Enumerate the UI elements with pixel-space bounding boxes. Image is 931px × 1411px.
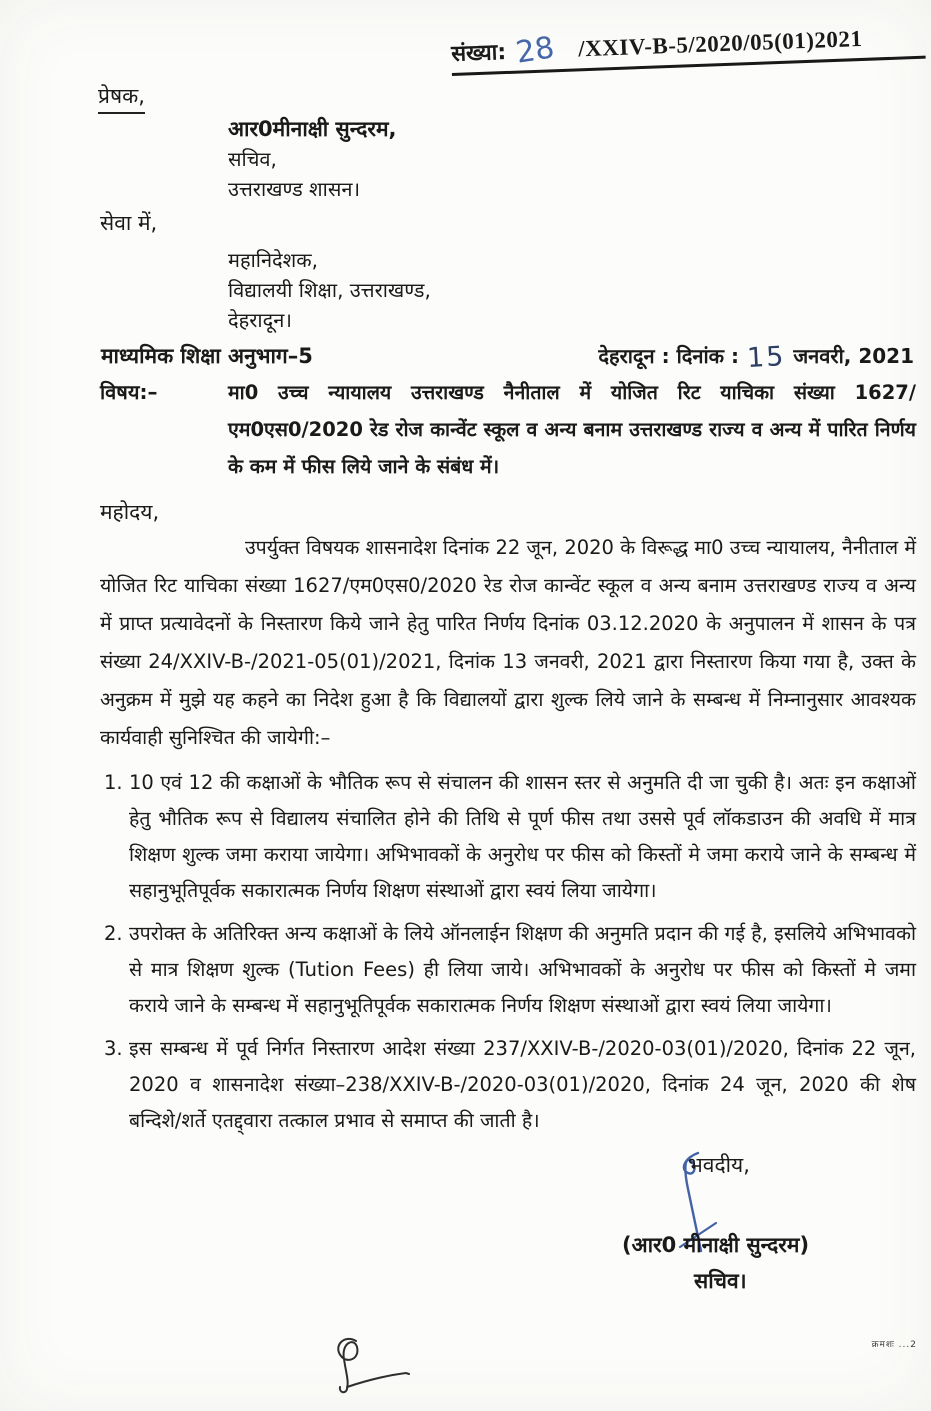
signatory-designation: सचिव। — [694, 1269, 747, 1293]
recipient-address — [228, 245, 431, 335]
list-item-3 — [100, 1031, 916, 1139]
list-item-2-number: 2. — [104, 922, 123, 945]
handwritten-number: 28 — [513, 30, 557, 71]
subject-text: मा0 उच्च न्यायालय उत्तराखण्ड नैनीताल में योजित रिट याचिका संख्या 1627/एम0एस0/2020 रेड रोज कान्वेंट स्कूल व अन्य बनाम उत्तराखण्ड राज्य व अन्य में पारित निर्णय के कम में फीस लिये जाने के संबंध में। — [228, 381, 916, 478]
recipient-label: सेवा में, — [100, 211, 158, 235]
list-item-2 — [100, 916, 916, 1024]
recipient-city: देहरादून। — [228, 308, 292, 332]
list-item-3-text: इस सम्बन्ध में पूर्व निर्गत निस्तारण आदेश संख्या 237/XXIV-B-/2020-03(01)/2020, दिनांक 22 जून, 2020 व शासनादेश संख्या–238/XXIV-B-/2020-03(01)/2020, दिनांक 24 जून, 2020 की शेष बन्दिशे/शर्ते एतद्द्वारा तत्काल प्रभाव से समाप्त की जाती है। — [129, 1037, 916, 1132]
letter-body — [100, 374, 916, 1315]
sender-designation: सचिव, — [228, 147, 277, 171]
list-item-1 — [100, 765, 916, 909]
sender-name: आर0मीनाक्षी सुन्दरम, — [228, 117, 397, 141]
recipient-title: महानिदेशक, — [228, 248, 318, 272]
closing: भवदीय, — [688, 1153, 750, 1177]
salutation: महोदय, — [100, 500, 160, 524]
sender-org: उत्तराखण्ड शासन। — [228, 177, 361, 201]
subject-label: विषय:– — [100, 380, 158, 404]
sender-address — [228, 114, 397, 204]
place-date-prefix: देहरादून : दिनांक : — [598, 344, 739, 368]
place-date — [598, 342, 914, 373]
sender-label: प्रेषक, — [98, 82, 145, 114]
date-suffix: जनवरी, 2021 — [793, 344, 914, 368]
section-name: माध्यमिक शिक्षा अनुभाग–5 — [101, 344, 313, 368]
document-number-line — [451, 21, 926, 76]
signatory-name: (आर0 मीनाक्षी सुन्दरम) — [622, 1233, 810, 1257]
signoff-block — [100, 1147, 916, 1315]
body-paragraph: उपर्युक्त विषयक शासनादेश दिनांक 22 जून, 2020 के विरूद्ध मा0 उच्च न्यायालय, नैनीताल में योजित रिट याचिका संख्या 1627/एम0एस0/2020 रेड रोज कान्वेंट स्कूल व अन्य बनाम उत्तराखण्ड राज्य व अन्य में प्राप्त प्रत्यावेदनों के निस्तारण किये जाने हेतु पारित निर्णय दिनांक 03.12.2020 के अनुपालन में शासन के पत्र संख्या 24/XXIV-B-/2021-05(01)/2021, दिनांक 13 जनवरी, 2021 द्वारा निस्तारण किया गया है, उक्त के अनुक्रम में मुझे यह कहने का निदेश हुआ है कि विद्यालयों द्वारा शुल्क लिये जाने के सम्बन्ध में निम्नानुसार आवश्यक कार्यवाही सुनिश्चित की जायेगी:– — [100, 536, 916, 749]
number-label: संख्या: — [450, 40, 507, 68]
list-item-1-text: 10 एवं 12 की कक्षाओं के भौतिक रूप से संचालन की शासन स्तर से अनुमति दी जा चुकी है। अतः इन कक्षाओं हेतु भौतिक रूप से विद्यालय संचालित होने की तिथि से पूर्ण फीस तथा उससे पूर्व लॉकडाउन की अवधि में मात्र शिक्षण शुल्क जमा कराया जायेगा। अभिभावकों के अनुरोध पर फीस को किस्तों मे जमा कराये जाने के सम्बन्ध में सहानुभूतिपूर्वक सकारात्मक निर्णय शिक्षण संस्थाओं द्वारा स्वयं लिया जायेगा। — [129, 771, 916, 902]
list-item-2-text: उपरोक्त के अतिरिक्त अन्य कक्षाओं के लिये ऑनलाईन शिक्षण की अनुमति प्रदान की गई है, इसलिये अभिभावको से मात्र शिक्षण शुल्क (Tution Fees) ही लिया जाये। अभिभावकों के अनुरोध पर फीस को किस्तों मे जमा कराये जाने के सम्बन्ध में सहानुभूतिपूर्वक सकारात्मक निर्णय शिक्षण संस्थाओं द्वारा स्वयं लिया जायेगा। — [129, 922, 916, 1017]
directive-list — [100, 765, 916, 1139]
continuation-note: क्रमशः ...2 — [871, 1340, 917, 1350]
list-item-3-number: 3. — [104, 1037, 123, 1060]
handwritten-date: 15 — [746, 341, 787, 374]
number-reference: /XXIV-B-5/2020/05(01)2021 — [577, 25, 863, 62]
section-date-row — [101, 342, 914, 373]
recipient-dept: विद्यालयी शिक्षा, उत्तराखण्ड, — [228, 278, 431, 302]
handwritten-mark — [316, 1334, 416, 1404]
subject-row — [100, 374, 916, 485]
list-item-1-number: 1. — [104, 771, 123, 794]
